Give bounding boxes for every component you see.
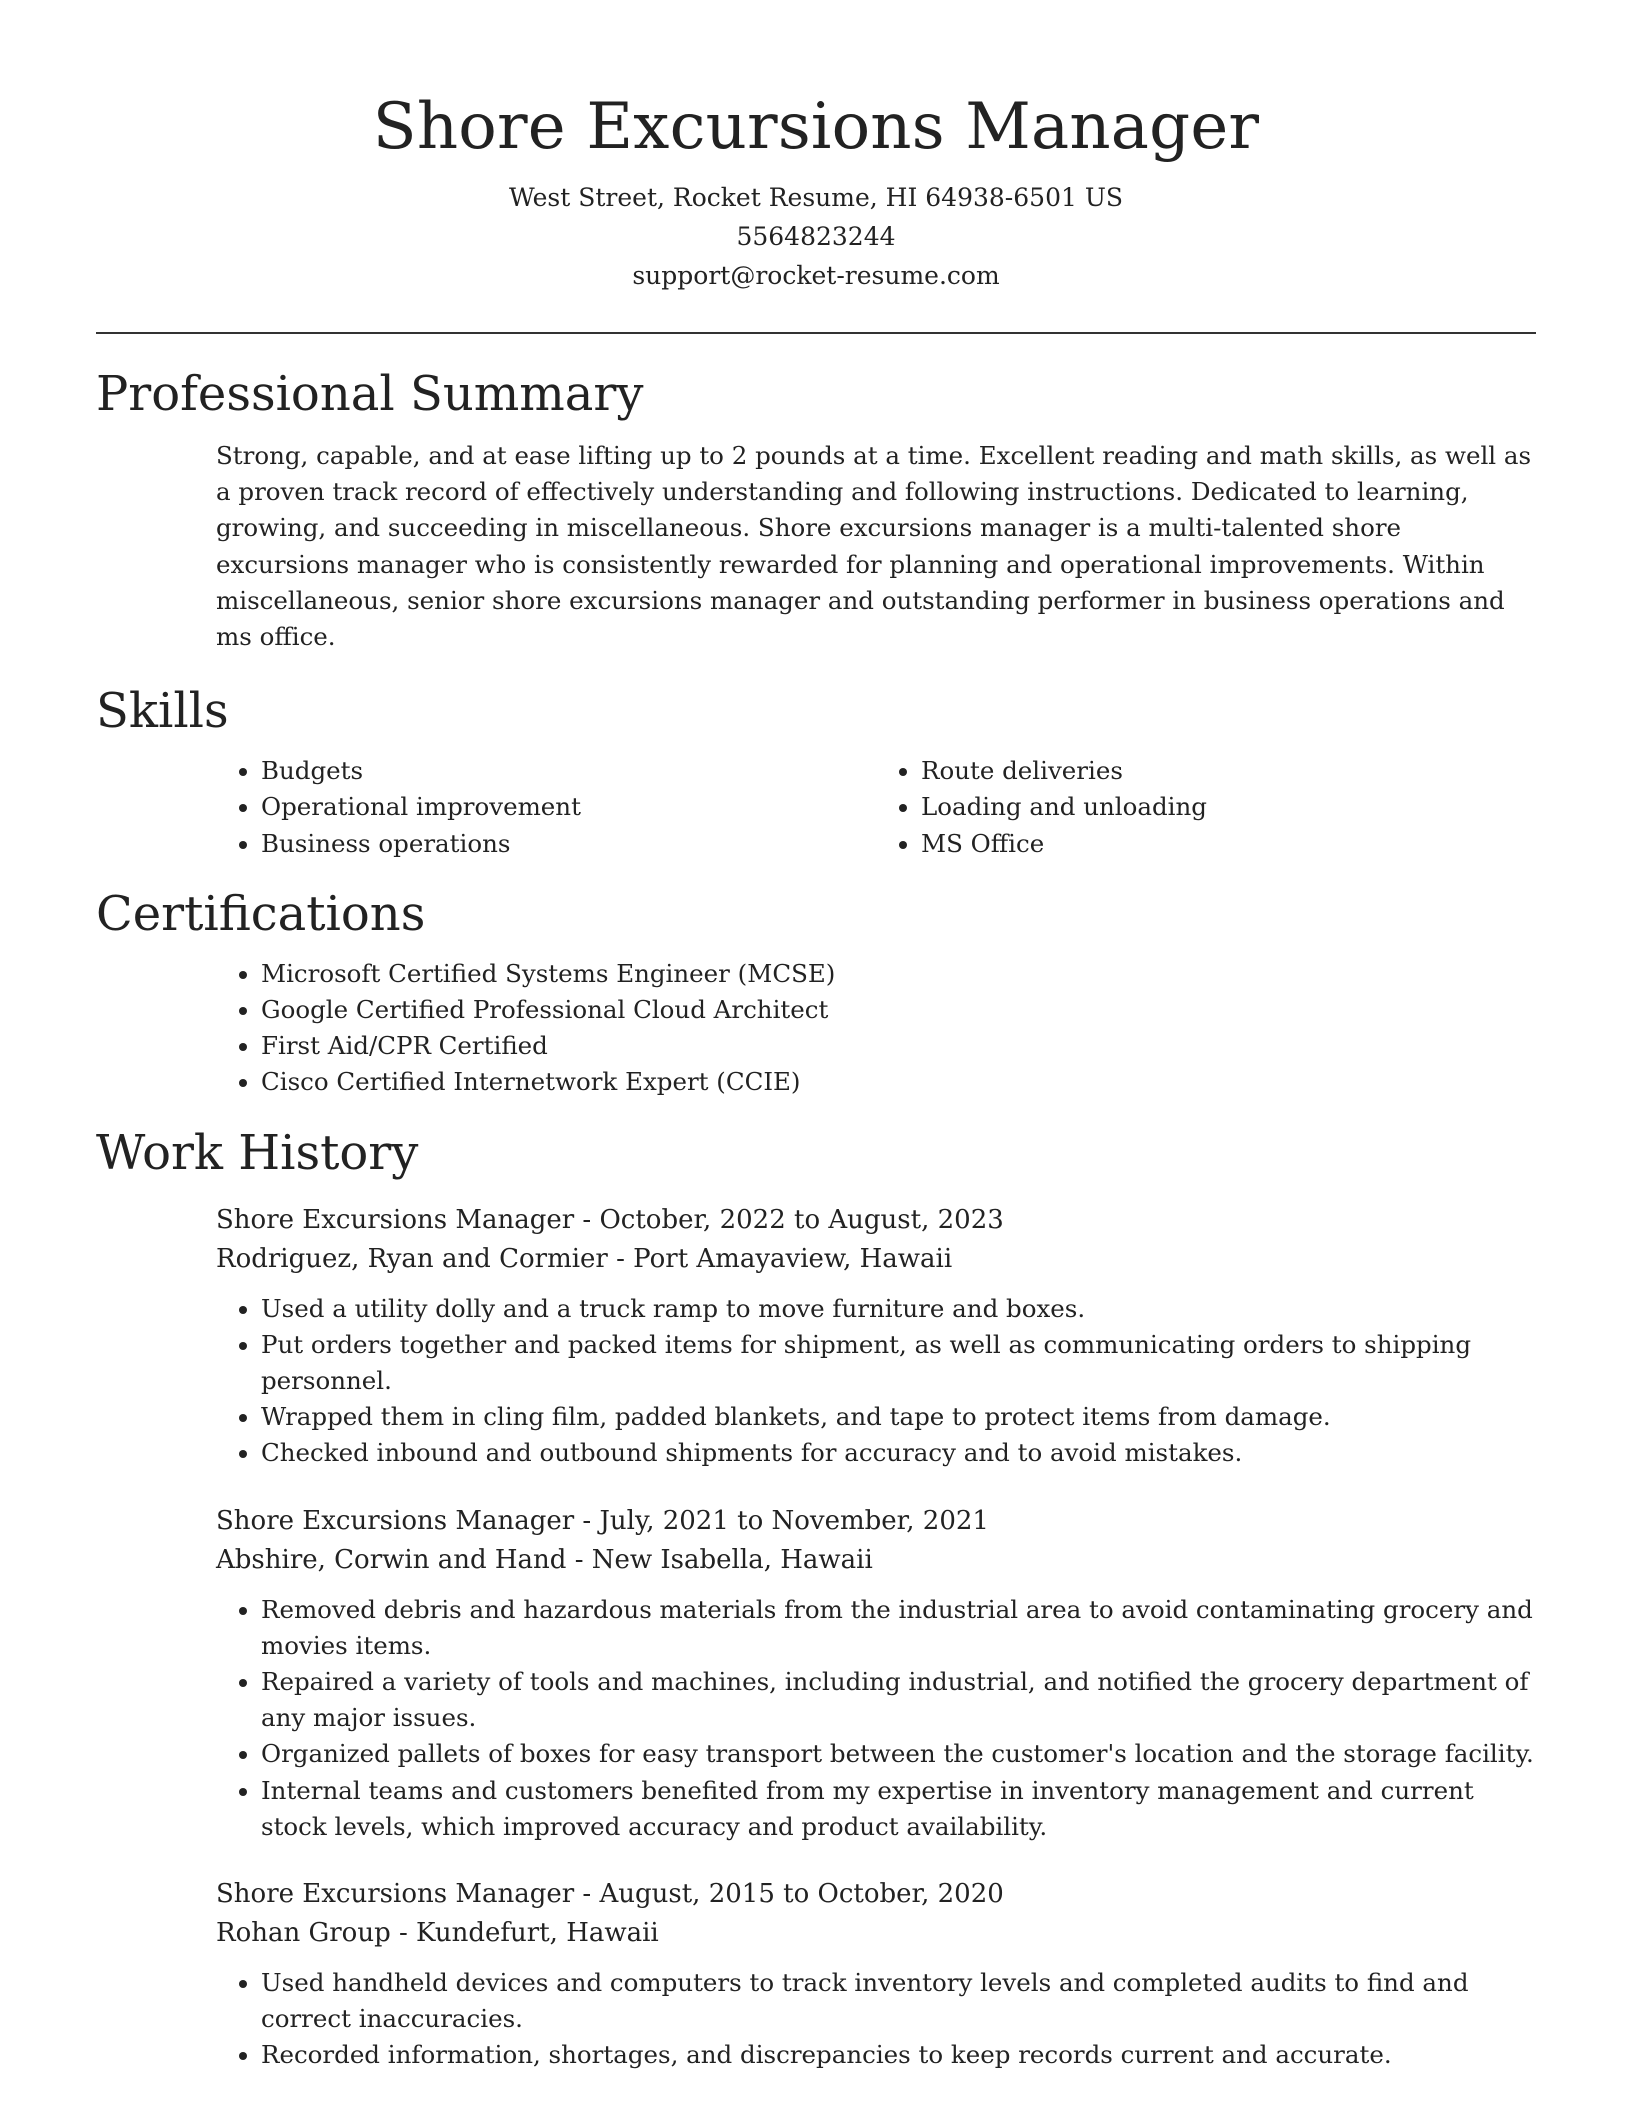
certification-item: • Cisco Certified Internetwork Expert (CCIE) [261, 1064, 1536, 1100]
header-divider [96, 332, 1536, 334]
phone: 5564823244 [736, 222, 896, 251]
summary-text: Strong, capable, and at ease lifting up to 2 pounds at a time. Excellent reading and math skills, as well as a proven track record of effectively understanding and following instructions. Dedicated to learning, growing, and succeeding in miscellaneous. Shore excursions manager is a multi-talented shore excursions manager who is consistently rewarded for planning and operational improvements. Within miscellaneous, senior shore excursions manager and outstanding performer in business operations and ms office. [216, 441, 1532, 652]
job-bullet: • Checked inbound and outbound shipments for accuracy and to avoid mistakes. [261, 1435, 1536, 1471]
skill-item: • Route deliveries [921, 753, 1536, 789]
job-title: Shore Excursions Manager - August, 2015 to October, 2020 [216, 1879, 1004, 1910]
job-company: Rohan Group - Kundefurt, Hawaii [216, 1918, 659, 1949]
job-entry [216, 1201, 1536, 1472]
job-bullet: • Removed debris and hazardous materials from the industrial area to avoid contaminating grocery and movies items. [261, 1592, 1536, 1664]
job-bullets [216, 1965, 1536, 2074]
certifications-heading: Certifications [96, 885, 426, 942]
job-bullet: • Organized pallets of boxes for easy transport between the customer's location and the storage facility. [261, 1736, 1536, 1772]
job-entry [216, 1875, 1536, 2074]
work-history-heading: Work History [96, 1124, 419, 1181]
job-bullet: • Repaired a variety of tools and machines, including industrial, and notified the grocery department of any major issues. [261, 1664, 1536, 1736]
job-title: Shore Excursions Manager - October, 2022 to August, 2023 [216, 1204, 1004, 1235]
email: support@rocket-resume.com [632, 261, 1000, 290]
job-bullet: • Wrapped them in cling film, padded blankets, and tape to protect items from damage. [261, 1399, 1536, 1435]
job-entry [216, 1502, 1536, 1845]
skills-heading: Skills [96, 683, 229, 740]
resume-page [96, 0, 1536, 2074]
job-bullet: • Internal teams and customers benefited from my expertise in inventory management and current stock levels, which improved accuracy and product availability. [261, 1773, 1536, 1845]
job-company: Rodriguez, Ryan and Cormier - Port Amayaview, Hawaii [216, 1243, 953, 1274]
skill-item: • Loading and unloading [921, 789, 1536, 825]
certification-item: • Microsoft Certified Systems Engineer (MCSE) [261, 956, 1536, 992]
skill-item: • Business operations [261, 826, 876, 862]
job-bullet: • Put orders together and packed items for shipment, as well as communicating orders to shipping personnel. [261, 1327, 1536, 1399]
skills-list [216, 753, 1536, 862]
resume-name: Shore Excursions Manager [372, 90, 1260, 164]
job-title: Shore Excursions Manager - July, 2021 to November, 2021 [216, 1505, 989, 1536]
job-bullets [216, 1291, 1536, 1472]
skill-item: • Operational improvement [261, 789, 876, 825]
job-bullet: • Used handheld devices and computers to track inventory levels and completed audits to find and correct inaccuracies. [261, 1965, 1536, 2037]
skills-column-left [216, 753, 876, 862]
certification-item: • First Aid/CPR Certified [261, 1028, 1536, 1064]
job-company: Abshire, Corwin and Hand - New Isabella, Hawaii [216, 1544, 873, 1575]
job-bullets [216, 1592, 1536, 1845]
summary-heading: Professional Summary [96, 366, 644, 422]
job-bullet: • Recorded information, shortages, and discrepancies to keep records current and accurate. [261, 2037, 1536, 2073]
skills-column-right [876, 753, 1536, 862]
certifications-list [216, 956, 1536, 1101]
skill-item: • MS Office [921, 826, 1536, 862]
job-bullet: • Used a utility dolly and a truck ramp to move furniture and boxes. [261, 1291, 1536, 1327]
skill-item: • Budgets [261, 753, 876, 789]
contact-block [96, 178, 1536, 295]
certification-item: • Google Certified Professional Cloud Architect [261, 992, 1536, 1028]
address: West Street, Rocket Resume, HI 64938-6501 US [508, 183, 1124, 212]
